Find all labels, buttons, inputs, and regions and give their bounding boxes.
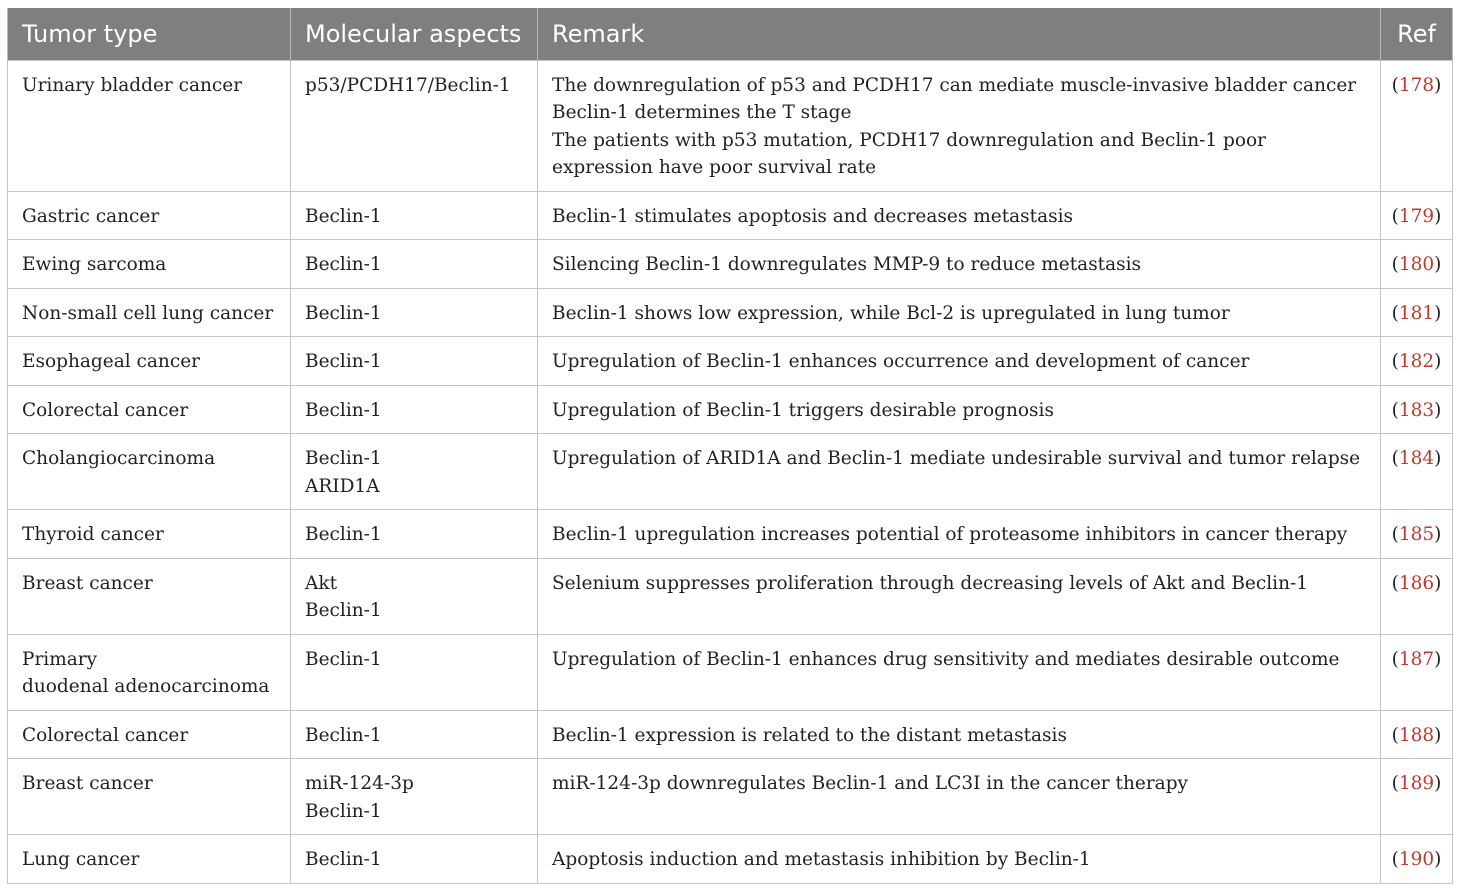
molecular-aspects-cell [291, 240, 538, 289]
remark-cell-line: Upregulation of ARID1A and Beclin-1 mediate undesirable survival and tumor relapse [552, 448, 1361, 469]
molecular-aspects-cell-line: Beclin-1 [305, 849, 382, 870]
molecular-aspects-cell-line: Beclin-1 [305, 351, 382, 372]
remark-cell-line: The downregulation of p53 and PCDH17 can mediate muscle-invasive bladder cancer [552, 74, 1357, 96]
molecular-aspects-cell-line: Akt [305, 572, 338, 594]
table-body [8, 60, 1453, 883]
table-row [8, 191, 1453, 240]
tumor-type-cell-line: Thyroid cancer [22, 524, 164, 545]
ref-link[interactable]: 180 [1398, 254, 1435, 275]
header-tumor-type: Tumor type [8, 8, 291, 60]
ref-cell: (179) [1381, 191, 1453, 240]
table-row [8, 835, 1453, 884]
tumor-type-cell-line: Esophageal cancer [22, 351, 200, 372]
ref-cell: (178) [1381, 60, 1453, 191]
remark-cell-line: Beclin-1 shows low expression, while Bcl-2 is upregulated in lung tumor [552, 302, 1230, 324]
remark-cell-line: miR-124-3p downregulates Beclin-1 and LC3I in the cancer therapy [552, 773, 1188, 794]
ref-link[interactable]: 181 [1398, 302, 1435, 324]
remark-cell [538, 510, 1381, 559]
ref-cell: (180) [1381, 240, 1453, 289]
table-row [8, 60, 1453, 191]
molecular-aspects-cell-line: Beclin-1 [305, 524, 382, 545]
ref-link[interactable]: 189 [1398, 773, 1435, 794]
tumor-type-cell [8, 337, 291, 386]
tumor-type-cell-line: Breast cancer [22, 572, 153, 594]
molecular-aspects-cell [291, 634, 538, 710]
tumor-type-cell-line: duodenal adenocarcinoma [22, 676, 270, 697]
ref-link[interactable]: 190 [1398, 849, 1435, 870]
remark-cell-line: Upregulation of Beclin-1 enhances occurrence and development of cancer [552, 351, 1250, 372]
remark-cell [538, 558, 1381, 634]
table-row [8, 634, 1453, 710]
tumor-type-cell [8, 634, 291, 710]
tumor-type-cell [8, 835, 291, 884]
remark-cell-line: The patients with p53 mutation, PCDH17 downregulation and Beclin-1 poor expression have poor survival rate [552, 129, 1266, 178]
tumor-type-cell-line: Primary [22, 648, 98, 670]
remark-cell-line: Beclin-1 stimulates apoptosis and decreases metastasis [552, 205, 1074, 227]
ref-link[interactable]: 182 [1398, 351, 1435, 372]
ref-cell: (186) [1381, 558, 1453, 634]
remark-cell [538, 60, 1381, 191]
tumor-type-cell-line: Non-small cell lung cancer [22, 302, 274, 324]
ref-cell: (182) [1381, 337, 1453, 386]
tumor-type-cell [8, 558, 291, 634]
tumor-type-cell [8, 434, 291, 510]
remark-cell [538, 835, 1381, 884]
ref-link[interactable]: 183 [1398, 399, 1435, 421]
ref-cell: (185) [1381, 510, 1453, 559]
tumor-type-cell [8, 710, 291, 759]
header-ref: Ref [1381, 8, 1453, 60]
table-row [8, 558, 1453, 634]
ref-link[interactable]: 178 [1398, 74, 1435, 96]
tumor-type-cell-line: Ewing sarcoma [22, 254, 167, 275]
tumor-type-cell-line: Cholangiocarcinoma [22, 448, 216, 469]
table-row [8, 759, 1453, 835]
ref-link[interactable]: 185 [1398, 524, 1435, 545]
remark-cell [538, 710, 1381, 759]
molecular-aspects-cell [291, 60, 538, 191]
remark-cell-line: Upregulation of Beclin-1 enhances drug sensitivity and mediates desirable outcome [552, 648, 1340, 670]
molecular-aspects-cell [291, 191, 538, 240]
header-row [8, 8, 1453, 60]
header-remark: Remark [538, 8, 1381, 60]
remark-cell-line: Upregulation of Beclin-1 triggers desirable prognosis [552, 399, 1054, 421]
tumor-type-cell-line: Colorectal cancer [22, 724, 189, 746]
ref-link[interactable]: 186 [1398, 572, 1435, 594]
molecular-aspects-cell [291, 510, 538, 559]
remark-cell-line: Beclin-1 determines the T stage [552, 102, 852, 123]
table-row [8, 240, 1453, 289]
remark-cell [538, 759, 1381, 835]
tumor-type-cell-line: Urinary bladder cancer [22, 74, 243, 96]
tumor-type-cell [8, 510, 291, 559]
molecular-aspects-cell-line: Beclin-1 [305, 800, 382, 822]
tumor-type-cell-line: Lung cancer [22, 849, 140, 870]
ref-cell: (190) [1381, 835, 1453, 884]
tumor-type-cell [8, 385, 291, 434]
ref-cell: (187) [1381, 634, 1453, 710]
remark-cell-line: Apoptosis induction and metastasis inhibition by Beclin-1 [552, 849, 1091, 870]
remark-cell [538, 337, 1381, 386]
tumor-type-cell [8, 288, 291, 337]
header-molecular-aspects: Molecular aspects [291, 8, 538, 60]
remark-cell [538, 191, 1381, 240]
tumor-molecular-table [7, 8, 1453, 884]
molecular-aspects-cell [291, 710, 538, 759]
remark-cell [538, 240, 1381, 289]
molecular-aspects-cell-line: Beclin-1 [305, 302, 382, 324]
ref-cell: (189) [1381, 759, 1453, 835]
molecular-aspects-cell-line: Beclin-1 [305, 254, 382, 275]
tumor-type-cell [8, 240, 291, 289]
ref-link[interactable]: 188 [1398, 724, 1435, 746]
molecular-aspects-cell [291, 558, 538, 634]
table-row [8, 434, 1453, 510]
molecular-aspects-cell-line: Beclin-1 [305, 600, 382, 621]
molecular-aspects-cell [291, 385, 538, 434]
table-header [8, 8, 1453, 60]
molecular-aspects-cell [291, 759, 538, 835]
tumor-type-cell [8, 191, 291, 240]
molecular-aspects-cell-line: ARID1A [305, 475, 380, 497]
molecular-aspects-cell-line: miR-124-3p [305, 773, 414, 794]
table-row [8, 510, 1453, 559]
molecular-aspects-cell-line: Beclin-1 [305, 648, 382, 670]
molecular-aspects-cell-line: Beclin-1 [305, 399, 382, 421]
remark-cell [538, 634, 1381, 710]
table-row [8, 710, 1453, 759]
table-row [8, 385, 1453, 434]
ref-cell: (184) [1381, 434, 1453, 510]
molecular-aspects-cell-line: Beclin-1 [305, 205, 382, 227]
molecular-aspects-cell [291, 434, 538, 510]
molecular-aspects-cell [291, 288, 538, 337]
table-row [8, 288, 1453, 337]
ref-link[interactable]: 184 [1398, 448, 1435, 469]
molecular-aspects-cell-line: Beclin-1 [305, 724, 382, 746]
ref-cell: (181) [1381, 288, 1453, 337]
molecular-aspects-cell-line: p53/PCDH17/Beclin-1 [305, 74, 511, 96]
remark-cell-line: Silencing Beclin-1 downregulates MMP-9 to reduce metastasis [552, 254, 1142, 275]
remark-cell-line: Selenium suppresses proliferation through decreasing levels of Akt and Beclin-1 [552, 572, 1309, 594]
remark-cell-line: Beclin-1 upregulation increases potential of proteasome inhibitors in cancer therapy [552, 524, 1348, 545]
tumor-type-cell-line: Gastric cancer [22, 205, 160, 227]
tumor-type-cell [8, 759, 291, 835]
ref-cell: (188) [1381, 710, 1453, 759]
table-row [8, 337, 1453, 386]
remark-cell-line: Beclin-1 expression is related to the distant metastasis [552, 724, 1067, 746]
tumor-type-cell-line: Breast cancer [22, 773, 153, 794]
molecular-aspects-cell [291, 835, 538, 884]
ref-cell: (183) [1381, 385, 1453, 434]
ref-link[interactable]: 179 [1398, 205, 1435, 227]
molecular-aspects-cell-line: Beclin-1 [305, 448, 382, 469]
remark-cell [538, 434, 1381, 510]
remark-cell [538, 288, 1381, 337]
ref-link[interactable]: 187 [1398, 648, 1435, 670]
remark-cell [538, 385, 1381, 434]
molecular-aspects-cell [291, 337, 538, 386]
tumor-type-cell [8, 60, 291, 191]
tumor-type-cell-line: Colorectal cancer [22, 399, 189, 421]
